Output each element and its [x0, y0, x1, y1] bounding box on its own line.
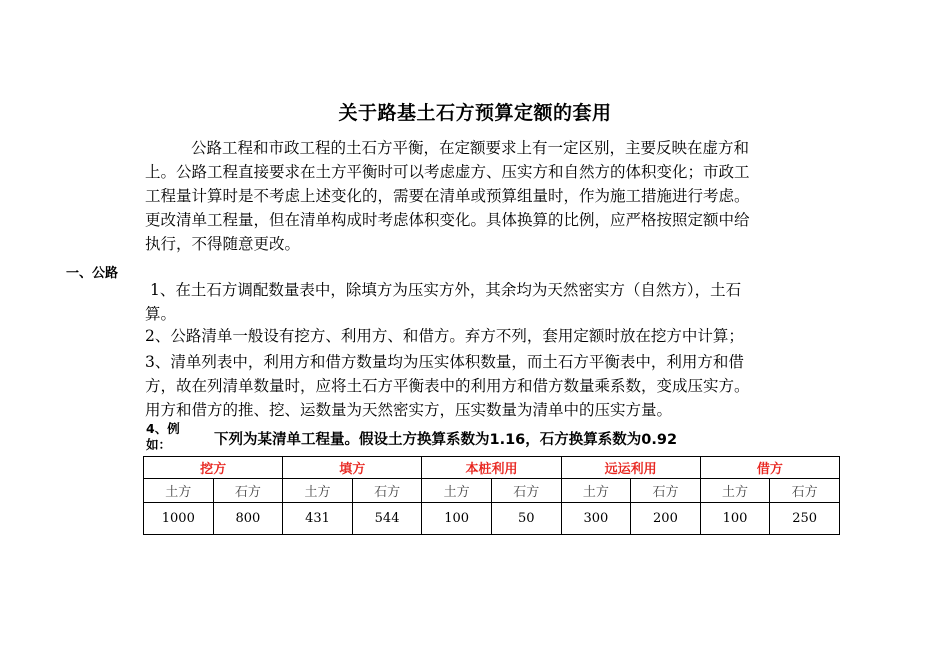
header-fill: 填方 [283, 457, 422, 479]
example-label-line: 4、例 [146, 421, 180, 436]
item-1 [145, 278, 840, 326]
value-cell: 800 [213, 503, 283, 535]
item-2 [145, 324, 840, 348]
item-2-line: 2、公路清单一般设有挖方、利用方、和借方。弃方不列，套用定额时放在挖方中计算； [145, 327, 744, 345]
value-cell: 50 [491, 503, 561, 535]
intro-line: 更改清单工程量，但在清单构成时考虑体积变化。具体换算的比例，应严格按照定额中给 [145, 211, 750, 229]
header-haul-reuse: 远运利用 [561, 457, 700, 479]
subheader-cell: 土方 [283, 479, 353, 503]
value-cell: 200 [631, 503, 701, 535]
table-header-row [144, 457, 840, 479]
item-3-line: 3、清单列表中，利用方和借方数量均为压实体积数量，而土石方平衡表中，利用方和借 [145, 353, 744, 371]
item-3-line: 用方和借方的推、挖、运数量为天然密实方，压实数量为清单中的压实方量。 [145, 401, 673, 419]
example-text: 下列为某清单工程量。假设土方换算系数为1.16，石方换算系数为0.92 [214, 432, 678, 448]
intro-paragraph [145, 136, 840, 256]
example-label-line: 如： [146, 437, 172, 452]
subheader-cell: 石方 [631, 479, 701, 503]
document-title: 关于路基土石方预算定额的套用 [338, 102, 612, 124]
table-row [144, 503, 840, 535]
subheader-cell: 石方 [352, 479, 422, 503]
header-cut: 挖方 [144, 457, 283, 479]
intro-line: 公路工程和市政工程的土石方平衡，在定额要求上有一定区别，主要反映在虚方和 [191, 139, 750, 157]
intro-line: 上。公路工程直接要求在土方平衡时可以考虑虚方、压实方和自然方的体积变化；市政工 [145, 163, 750, 181]
header-borrow: 借方 [700, 457, 839, 479]
intro-line: 工程量计算时是不考虑上述变化的，需要在清单或预算组量时，作为施工措施进行考虑。 [145, 187, 750, 205]
subheader-cell: 土方 [422, 479, 492, 503]
value-cell: 431 [283, 503, 353, 535]
example-label [146, 421, 180, 453]
value-cell: 100 [422, 503, 492, 535]
intro-line: 执行，不得随意更改。 [145, 235, 301, 253]
value-cell: 544 [352, 503, 422, 535]
table-subheader-row [144, 479, 840, 503]
item-3-line: 方，故在列清单数量时，应将土石方平衡表中的利用方和借方数量乘系数，变成压实方。 [145, 377, 750, 395]
header-local-reuse: 本桩利用 [422, 457, 561, 479]
subheader-cell: 石方 [491, 479, 561, 503]
value-cell: 100 [700, 503, 770, 535]
value-cell: 250 [770, 503, 840, 535]
subheader-cell: 土方 [144, 479, 214, 503]
subheader-cell: 石方 [213, 479, 283, 503]
earthwork-quantity-table [143, 456, 840, 535]
value-cell: 300 [561, 503, 631, 535]
item-1-line: 算。 [145, 305, 177, 323]
item-1-line: 1、在土石方调配数量表中，除填方为压实方外，其余均为天然密实方（自然方），土石 [150, 281, 742, 299]
subheader-cell: 土方 [561, 479, 631, 503]
subheader-cell: 石方 [770, 479, 840, 503]
item-3 [145, 350, 840, 422]
section-heading: 一、公路 [66, 266, 119, 281]
subheader-cell: 土方 [700, 479, 770, 503]
value-cell: 1000 [144, 503, 214, 535]
